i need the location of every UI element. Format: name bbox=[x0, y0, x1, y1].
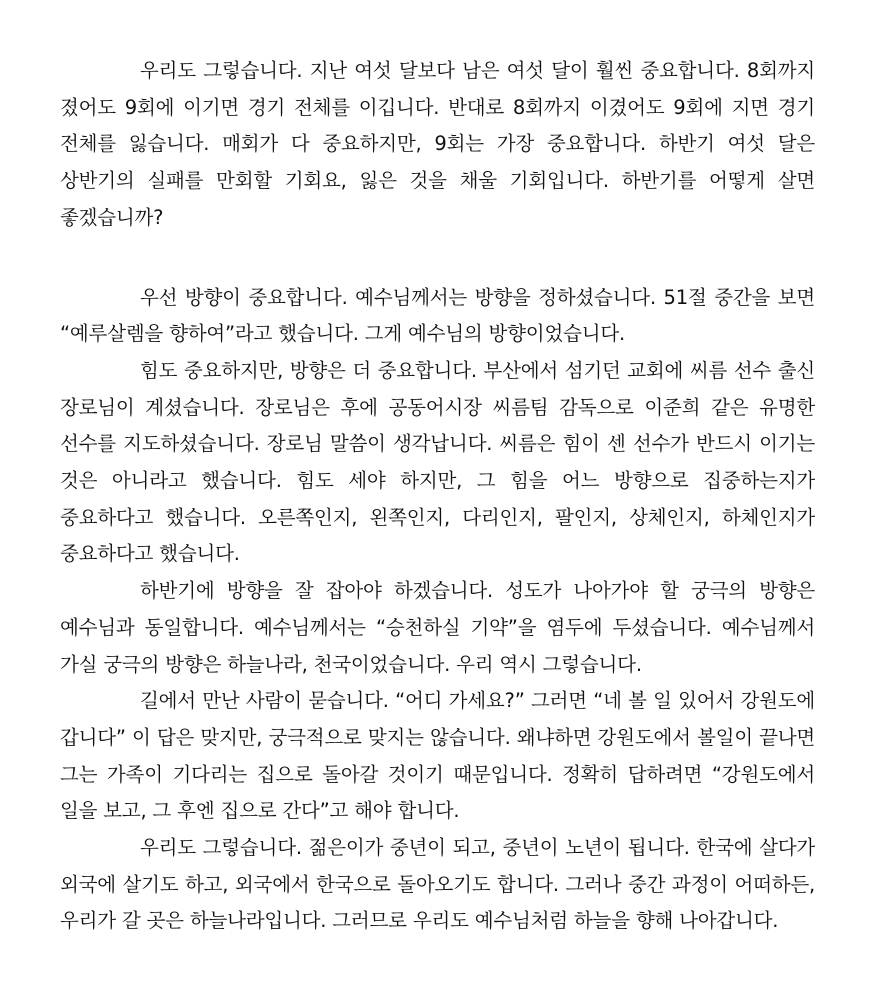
paragraph-3: 힘도 중요하지만, 방향은 더 중요합니다. 부산에서 섬기던 교회에 씨름 선수 출신 장로님이 계셨습니다. 장로님은 후에 공동어시장 씨름팀 감독으로 이준희 같은 유명한 선수를 지도하셨습니다. 장로님 말씀이 생각납니다. 씨름은 힘이 센 선수가 반드시 이기는 것은 아니라고 했습니다. 힘도 세야 하지만, 그 힘을 어느 방향으로 집중하는지가 중요하다고 했습니다. 오른쪽인지, 왼쪽인지, 다리인지, 팔인지, 상체인지, 하체인지가 중요하다고 했습니다. bbox=[60, 358, 815, 566]
paragraph-2: 우선 방향이 중요합니다. 예수님께서는 방향을 정하셨습니다. 51절 중간을 보면 “예루살렘을 향하여”라고 했습니다. 그게 예수님의 방향이었습니다. bbox=[60, 285, 815, 346]
paragraph-gap bbox=[60, 237, 815, 280]
paragraph-1: 우리도 그렇습니다. 지난 여섯 달보다 남은 여섯 달이 훨씬 중요합니다. 8회까지 졌어도 9회에 이기면 경기 전체를 이깁니다. 반대로 8회까지 이겼어도 9회에 지면 경기 전체를 잃습니다. 매회가 다 중요하지만, 9회는 가장 중요합니다. 하반기 여섯 달은 상반기의 실패를 만회할 기회요, 잃은 것을 채울 기회입니다. 하반기를 어떻게 살면 좋겠습니까? bbox=[60, 59, 815, 229]
paragraph-5: 길에서 만난 사람이 묻습니다. “어디 가세요?” 그러면 “네 볼 일 있어서 강원도에 갑니다” 이 답은 맞지만, 궁극적으로 맞지는 않습니다. 왜냐하면 강원도에서 볼일이 끝나면 그는 가족이 기다리는 집으로 돌아갈 것이기 때문입니다. 정확히 답하려면 “강원도에서 일을 보고, 그 후엔 집으로 간다”고 해야 합니다. bbox=[60, 689, 815, 823]
document-body bbox=[60, 53, 815, 940]
paragraph-6: 우리도 그렇습니다. 젊은이가 중년이 되고, 중년이 노년이 됩니다. 한국에 살다가 외국에 살기도 하고, 외국에서 한국으로 돌아오기도 합니다. 그러나 중간 과정이 어떠하든, 우리가 갈 곳은 하늘나라입니다. 그러므로 우리도 예수님처럼 하늘을 향해 나아갑니다. bbox=[60, 836, 815, 933]
paragraph-4: 하반기에 방향을 잘 잡아야 하겠습니다. 성도가 나아가야 할 궁극의 방향은 예수님과 동일합니다. 예수님께서는 “승천하실 기약”을 염두에 두셨습니다. 예수님께서 가실 궁극의 방향은 하늘나라, 천국이었습니다. 우리 역시 그렇습니다. bbox=[60, 579, 815, 676]
